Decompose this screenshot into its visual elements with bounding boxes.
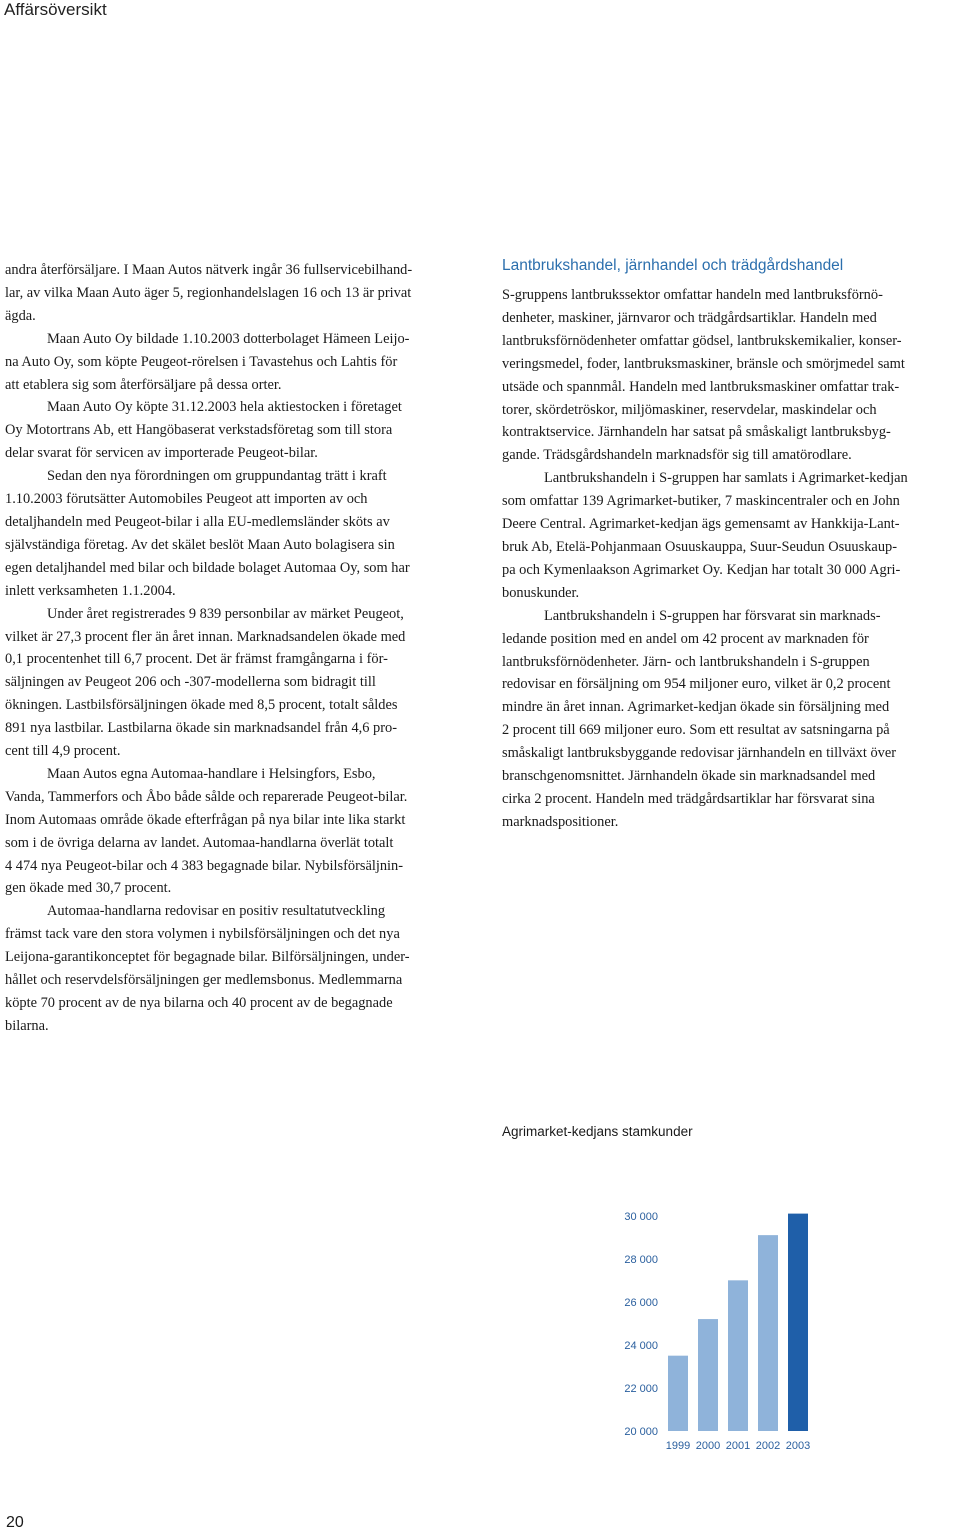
x-tick-label: 2000 — [695, 1440, 721, 1452]
right-line: 2 procent till 669 miljoner euro. Som ett resultat av satsningarna på — [502, 722, 890, 739]
left-line: lar, av vilka Maan Auto äger 5, regionhandelslagen 16 och 13 är privat — [5, 284, 412, 301]
y-tick-label: 24 000 — [624, 1339, 658, 1352]
left-line: hållet och reservdelsförsäljningen ger medlemsbonus. Medlemmarna — [5, 972, 403, 989]
right-line: pa och Kymenlaakson Agrimarket Oy. Kedjan har totalt 30 000 Agri- — [502, 561, 901, 578]
right-line: Lantbrukshandeln i S-gruppen har samlats i Agrimarket-kedjan — [544, 470, 908, 487]
left-line: att etablera sig som återförsäljare på dessa orter. — [5, 376, 282, 393]
left-line: självständiga företag. Av det skälet beslöt Maan Auto bolagisera sin — [5, 536, 395, 553]
bar-2003 — [788, 1214, 808, 1431]
right-line: cirka 2 procent. Handeln med trädgårdsartiklar har försvarat sina — [502, 790, 875, 807]
left-line: köpte 70 procent av de nya bilarna och 40 procent av de begagnade — [5, 995, 393, 1011]
right-line: bonuskunder. — [502, 584, 580, 601]
right-line: denheter, maskiner, järnvaror och trädgårdsartiklar. Handeln med — [502, 309, 877, 326]
left-line: andra återförsäljare. I Maan Autos nätverk ingår 36 fullservicebilhand- — [5, 262, 413, 278]
right-line: lantbruksförnödenheter. Järn- och lantbrukshandeln i S-gruppen — [502, 653, 870, 670]
section-heading: Lantbrukshandel, järnhandel och trädgårdshandel — [502, 257, 844, 274]
left-line: vilket är 27,3 procent fler än året innan. Marknadsandelen ökade med — [5, 628, 406, 645]
left-line: säljningen av Peugeot 206 och -307-modellerna som bidragit till — [5, 674, 376, 691]
y-tick-label: 28 000 — [624, 1253, 658, 1266]
x-tick-label: 2001 — [725, 1440, 751, 1452]
y-tick-label: 26 000 — [624, 1296, 658, 1309]
left-line: Automaa-handlarna redovisar en positiv resultatutveckling — [47, 903, 386, 920]
x-tick-label: 2002 — [755, 1440, 781, 1452]
right-line: gande. Trädsgårdshandeln marknadsför sig till amatörodlare. — [502, 447, 852, 464]
left-line: na Auto Oy, som köpte Peugeot-rörelsen i Tavastehus och Lahtis för — [5, 353, 398, 370]
right-line: torer, skördetröskor, miljömaskiner, reservdelar, maskindelar och — [502, 401, 877, 418]
left-line: bilarna. — [5, 1017, 49, 1034]
right-text-column — [502, 284, 960, 834]
left-line: cent till 4,9 procent. — [5, 743, 121, 760]
left-line: Leijona-garantikonceptet för begagnade bilar. Bilförsäljningen, under- — [5, 949, 410, 966]
left-line: egen detaljhandel med bilar och bildade bolaget Automaa Oy, som har — [5, 559, 410, 576]
x-tick-label: 2003 — [785, 1440, 811, 1452]
x-tick-label: 1999 — [665, 1440, 691, 1452]
y-tick-label: 20 000 — [624, 1426, 658, 1438]
right-line: redovisar en försäljning om 954 miljoner euro, vilket är 0,2 procent — [502, 676, 891, 693]
left-line: 4 474 nya Peugeot-bilar och 4 383 begagnade bilar. Nybilsförsäljnin- — [5, 857, 404, 874]
right-line: utsäde och spannmål. Handeln med lantbruksmaskiner omfattar trak- — [502, 378, 900, 395]
right-line: Deere Central. Agrimarket-kedjan ägs gemensamt av Hankkija-Lant- — [502, 516, 900, 533]
right-line: Lantbrukshandeln i S-gruppen har försvarat sin marknads- — [544, 607, 881, 624]
left-line: gen ökade med 30,7 procent. — [5, 880, 172, 897]
right-line: bruk Ab, Etelä-Pohjanmaan Osuuskauppa, Suur-Seudun Osuuskaup- — [502, 538, 897, 555]
bar-chart — [560, 1195, 850, 1460]
bar-2002 — [758, 1235, 778, 1431]
right-line: veringsmedel, foder, lantbruksmaskiner, bränsle och smörjmedel samt — [502, 355, 905, 372]
right-line: småskaligt lantbruksbyggande redovisar järnhandeln en tillväxt över — [502, 745, 897, 762]
left-line: Maan Auto Oy köpte 31.12.2003 hela aktiestocken i företaget — [47, 399, 402, 416]
left-line: 891 nya lastbilar. Lastbilarna ökade sin marknadsandel från 4,6 pro- — [5, 720, 398, 737]
right-line: branschgenomsnittet. Järnhandeln ökade sin marknadsandel med — [502, 768, 876, 785]
left-line: främst tack vare den stora volymen i nybilsförsäljningen och det nya — [5, 926, 400, 943]
left-text-column — [5, 259, 465, 1038]
right-line: S-gruppens lantbrukssektor omfattar handeln med lantbruksförnö- — [502, 287, 883, 303]
left-line: Maan Auto Oy bildade 1.10.2003 dotterbolaget Hämeen Leijo- — [47, 330, 410, 347]
left-line: detaljhandeln med Peugeot-bilar i alla EU-medlemsländer sköts av — [5, 513, 390, 530]
left-line: delar svarat för servicen av importerade Peugeot-bilar. — [5, 445, 318, 462]
right-line: ledande position med en andel om 42 procent av marknaden för — [502, 630, 869, 647]
right-line: som omfattar 139 Agrimarket-butiker, 7 maskincentraler och en John — [502, 493, 900, 510]
bar-2001 — [728, 1280, 748, 1431]
right-line: lantbruksförnödenheter omfattar gödsel, lantbrukskemikalier, konser- — [502, 332, 902, 349]
left-line: 1.10.2003 förutsätter Automobiles Peugeot att importen av och — [5, 491, 368, 508]
bar-2000 — [698, 1319, 718, 1431]
left-line: Sedan den nya förordningen om gruppundantag trätt i kraft — [47, 468, 387, 485]
y-tick-label: 22 000 — [624, 1382, 658, 1395]
left-line: ägda. — [5, 307, 36, 324]
page-number: 20 — [6, 1514, 24, 1531]
left-line: som i de övriga delarna av landet. Automaa-handlarna överlät totalt — [5, 834, 394, 851]
left-line: 0,1 procentenhet till 6,7 procent. Det är främst framgångarna i för- — [5, 651, 388, 668]
left-line: Maan Autos egna Automaa-handlare i Helsingfors, Esbo, — [47, 765, 376, 782]
left-line: Under året registrerades 9 839 personbilar av märket Peugeot, — [47, 605, 404, 622]
right-line: mindre än året innan. Agrimarket-kedjan ökade sin försäljning med — [502, 699, 890, 716]
bar-1999 — [668, 1356, 688, 1431]
right-line: marknadspositioner. — [502, 813, 619, 830]
left-line: Oy Motortrans Ab, ett Hangöbaserat verkstadsföretag som till stora — [5, 422, 393, 439]
left-line: ökningen. Lastbilsförsäljningen ökade med 8,5 procent, totalt såldes — [5, 697, 398, 714]
chart-title: Agrimarket-kedjans stamkunder — [502, 1124, 693, 1139]
left-line: Inom Automaas område ökade efterfrågan på nya bilar inte lika starkt — [5, 811, 406, 828]
left-line: Vanda, Tammerfors och Åbo både sålde och reparerade Peugeot-bilar. — [5, 788, 408, 805]
right-line: kontraktservice. Järnhandeln har satsat på småskaligt lantbruksbyg- — [502, 424, 891, 441]
left-line: inlett verksamheten 1.1.2004. — [5, 582, 176, 599]
y-tick-label: 30 000 — [624, 1210, 658, 1223]
page-section-title: Affärsöversikt — [4, 0, 107, 19]
